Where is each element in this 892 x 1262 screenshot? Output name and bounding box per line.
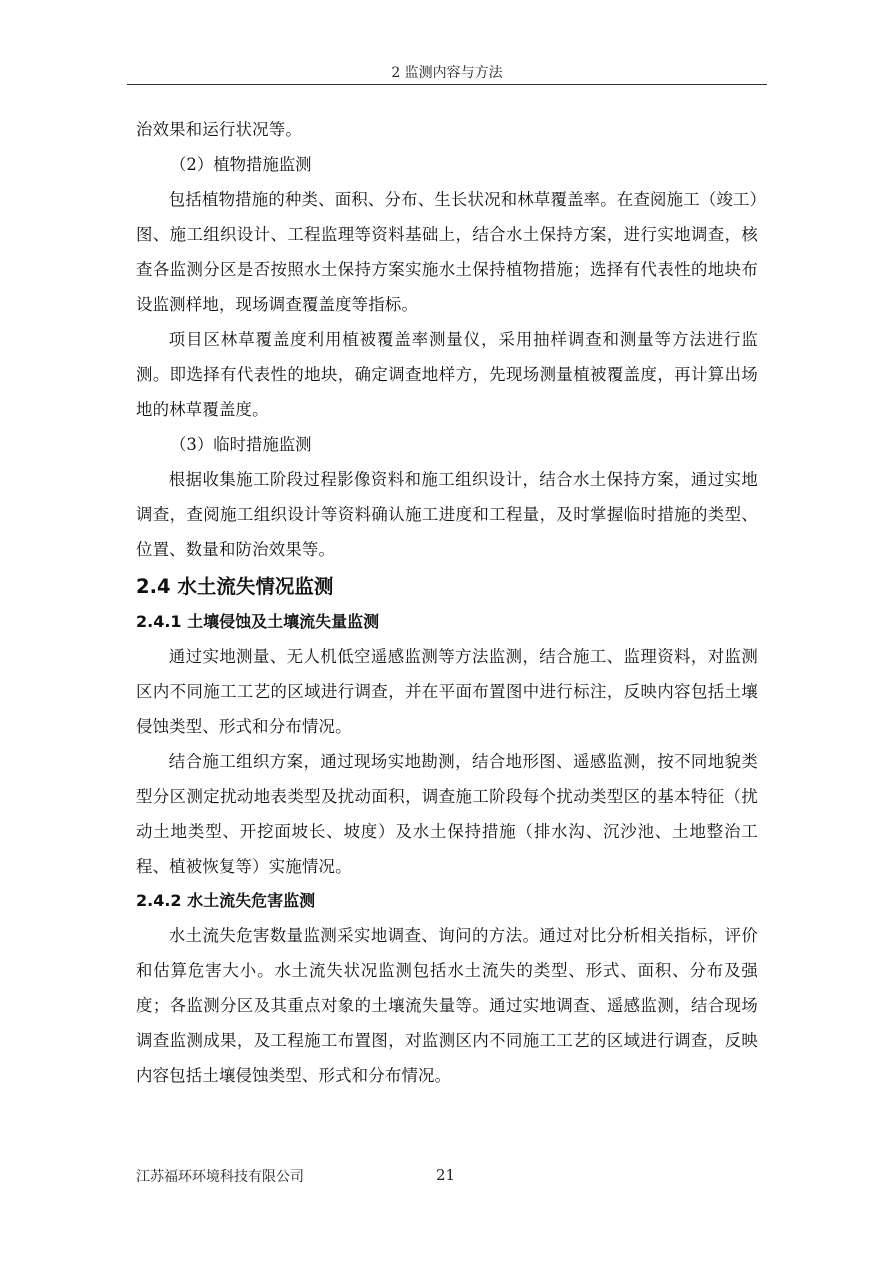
item-3-paragraph-1: 根据收集施工阶段过程影像资料和施工组织设计，结合水土保持方案，通过实地调查，查阅施工组织设计等资料确认施工进度和工程量，及时掌握临时措施的类型、位置、数量和防治效果等。 bbox=[136, 470, 758, 559]
continued-paragraph: 治效果和运行状况等。 bbox=[136, 120, 302, 139]
document-body bbox=[136, 112, 758, 1093]
item-3-title: （3）临时措施监测 bbox=[170, 435, 312, 454]
header-rule bbox=[127, 84, 767, 85]
footer-company: 江苏福环环境科技有限公司 bbox=[136, 1169, 304, 1185]
section-2-4-2-paragraph-1: 水土流失危害数量监测采实地调查、询问的方法。通过对比分析相关指标，评价和估算危害大小。水土流失状况监测包括水土流失的类型、形式、面积、分布及强度；各监测分区及其重点对象的土壤流失量等。通过实地调查、遥感监测，结合现场调查监测成果，及工程施工布置图，对监测区内不同施工工艺的区域进行调查，反映内容包括土壤侵蚀类型、形式和分布情况。 bbox=[136, 926, 758, 1085]
running-header: 2 监测内容与方法 bbox=[391, 65, 503, 81]
section-2-4-2-heading: 2.4.2 水土流失危害监测 bbox=[136, 891, 316, 910]
section-2-4-1-paragraph-2: 结合施工组织方案，通过现场实地勘测，结合地形图、遥感监测，按不同地貌类型分区测定扰动地表类型及扰动面积，调查施工阶段每个扰动类型区的基本特征（扰动土地类型、开挖面坡长、坡度）及水土保持措施（排水沟、沉沙池、土地整治工程、植被恢复等）实施情况。 bbox=[136, 752, 758, 876]
page-number: 21 bbox=[436, 1166, 456, 1184]
section-2-4-1-heading: 2.4.1 土壤侵蚀及土壤流失量监测 bbox=[136, 612, 380, 631]
item-2-paragraph-2: 项目区林草覆盖度利用植被覆盖率测量仪，采用抽样调查和测量等方法进行监测。即选择有代表性的地块，确定调查地样方，先现场测量植被覆盖度，再计算出场地的林草覆盖度。 bbox=[136, 330, 758, 419]
section-2-4-1-paragraph-1: 通过实地测量、无人机低空遥感监测等方法监测，结合施工、监理资料，对监测区内不同施工工艺的区域进行调查，并在平面布置图中进行标注，反映内容包括土壤侵蚀类型、形式和分布情况。 bbox=[136, 647, 758, 736]
item-2-title: （2）植物措施监测 bbox=[170, 155, 312, 174]
item-2-paragraph-1: 包括植物措施的种类、面积、分布、生长状况和林草覆盖率。在查阅施工（竣工）图、施工组织设计、工程监理等资料基础上，结合水土保持方案，进行实地调查，核查各监测分区是否按照水土保持方案实施水土保持植物措施；选择有代表性的地块布设监测样地，现场调查覆盖度等指标。 bbox=[136, 190, 758, 314]
section-2-4-heading: 2.4 水土流失情况监测 bbox=[136, 575, 334, 598]
